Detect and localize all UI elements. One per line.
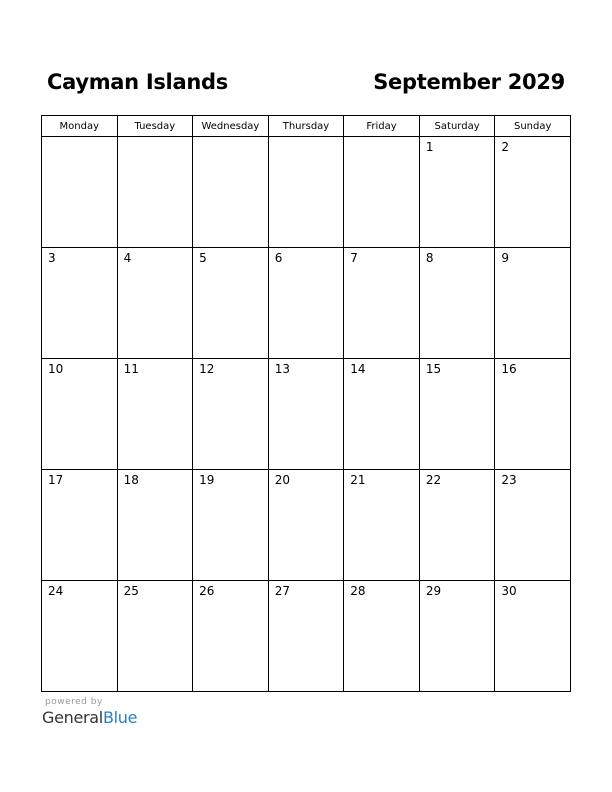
- day-cell: [193, 359, 269, 470]
- day-number: 13: [274, 362, 290, 376]
- day-number: 17: [48, 473, 64, 487]
- day-cell: [42, 581, 118, 692]
- day-cell: [344, 137, 420, 248]
- day-cell: [117, 137, 193, 248]
- day-number: 25: [123, 584, 139, 598]
- day-number: 24: [48, 584, 64, 598]
- weekday-header-row: [42, 116, 571, 137]
- footer-branding: [42, 697, 137, 727]
- day-cell: [42, 359, 118, 470]
- day-number: 18: [123, 473, 139, 487]
- day-cell: [344, 359, 420, 470]
- weekday-tuesday: Tuesday: [117, 116, 193, 137]
- day-cell: [42, 248, 118, 359]
- day-cell: [117, 248, 193, 359]
- day-number: 27: [274, 584, 290, 598]
- month-year-title: September 2029: [373, 70, 565, 94]
- day-cell: [495, 470, 571, 581]
- day-cell: [117, 359, 193, 470]
- day-cell: [495, 248, 571, 359]
- brand-blue: Blue: [102, 708, 138, 727]
- weekday-thursday: Thursday: [268, 116, 344, 137]
- day-number: 22: [425, 473, 442, 487]
- day-number: 7: [350, 251, 358, 265]
- day-cell: [495, 581, 571, 692]
- day-cell: [193, 470, 269, 581]
- day-cell: [42, 137, 118, 248]
- day-number: 28: [350, 584, 366, 598]
- day-cell: [117, 581, 193, 692]
- brand-general: General: [42, 708, 103, 727]
- day-cell: [193, 581, 269, 692]
- day-cell: [268, 248, 344, 359]
- day-number: 8: [425, 251, 434, 265]
- day-number: 6: [274, 251, 283, 265]
- day-number: 4: [123, 251, 132, 265]
- day-cell: [495, 137, 571, 248]
- day-number: 3: [48, 251, 56, 265]
- day-cell: [419, 359, 495, 470]
- generalblue-logo[interactable]: [42, 708, 137, 727]
- day-number: 29: [425, 584, 442, 598]
- day-cell: [419, 248, 495, 359]
- day-number: 14: [350, 362, 366, 376]
- day-number: 21: [350, 473, 366, 487]
- weekday-friday: Friday: [344, 116, 420, 137]
- weekday-wednesday: Wednesday: [193, 116, 269, 137]
- day-cell: [42, 470, 118, 581]
- week-row: [42, 248, 571, 359]
- day-cell: [268, 137, 344, 248]
- day-number: 23: [501, 473, 517, 487]
- day-number: 12: [199, 362, 215, 376]
- day-number: 5: [199, 251, 207, 265]
- day-number: 10: [48, 362, 64, 376]
- day-number: 2: [501, 140, 510, 154]
- day-number: 1: [425, 140, 434, 154]
- day-number: 19: [199, 473, 215, 487]
- day-cell: [268, 359, 344, 470]
- day-cell: [495, 359, 571, 470]
- weekday-monday: Monday: [42, 116, 118, 137]
- day-cell: [419, 581, 495, 692]
- day-cell: [419, 470, 495, 581]
- weekday-sunday: Sunday: [495, 116, 571, 137]
- day-cell: [344, 470, 420, 581]
- day-number: 16: [501, 362, 517, 376]
- week-row: [42, 581, 571, 692]
- powered-by-text: powered by: [45, 697, 103, 707]
- day-number: 30: [501, 584, 517, 598]
- week-row: [42, 359, 571, 470]
- week-row: [42, 137, 571, 248]
- day-number: 11: [123, 362, 139, 376]
- day-cell: [344, 248, 420, 359]
- day-number: 26: [199, 584, 215, 598]
- week-row: [42, 470, 571, 581]
- day-number: 20: [274, 473, 290, 487]
- calendar-grid: [41, 115, 571, 692]
- day-number: 9: [501, 251, 510, 265]
- day-cell: [268, 470, 344, 581]
- day-cell: [193, 248, 269, 359]
- day-cell: [344, 581, 420, 692]
- day-cell: [117, 470, 193, 581]
- day-number: 15: [425, 362, 442, 376]
- country-title: Cayman Islands: [47, 70, 228, 94]
- day-cell: [193, 137, 269, 248]
- day-cell: [419, 137, 495, 248]
- day-cell: [268, 581, 344, 692]
- weekday-saturday: Saturday: [419, 116, 495, 137]
